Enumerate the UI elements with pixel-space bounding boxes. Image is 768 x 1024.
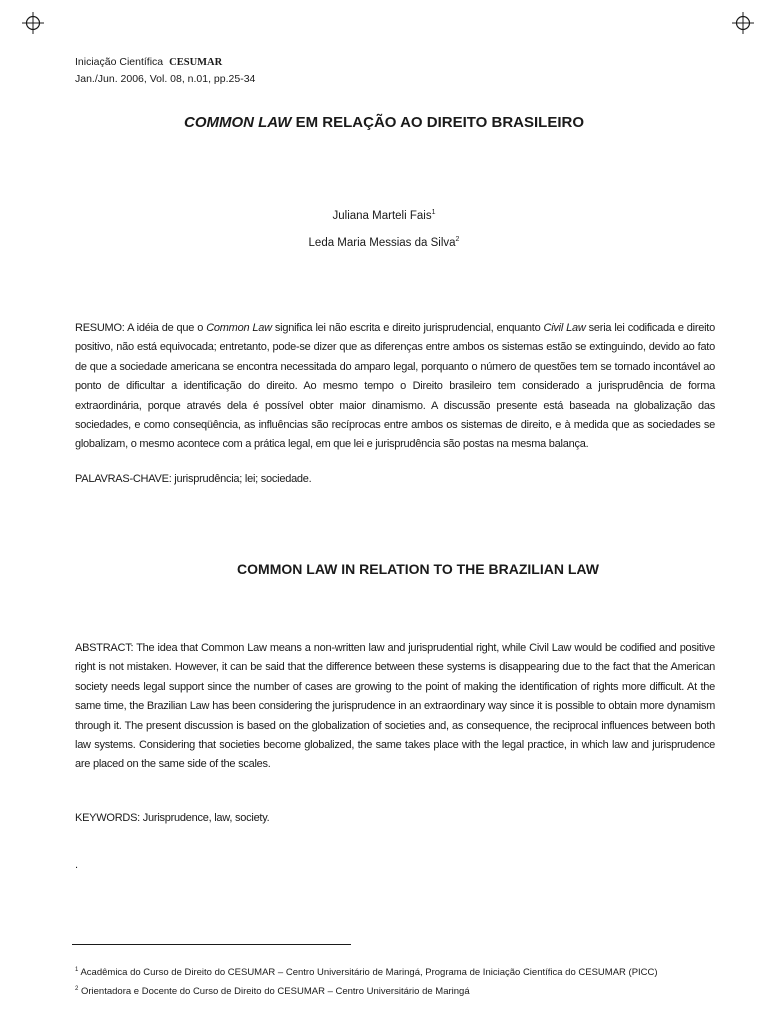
author-2-note: 2 (455, 235, 460, 243)
resumo-term-civil-law: Civil Law (543, 322, 586, 334)
registration-mark-left-icon (22, 12, 44, 34)
author-2 (0, 228, 768, 255)
journal-issue: Jan./Jun. 2006, Vol. 08, n.01, pp.25-34 (75, 73, 256, 85)
author-1 (0, 201, 768, 228)
author-1-name: Juliana Marteli Fais (332, 209, 432, 222)
resumo-paragraph (75, 319, 715, 455)
resumo-text-1: RESUMO: A idéia de que o (75, 322, 207, 334)
footnotes (75, 962, 658, 1000)
author-2-name: Leda Maria Messias da Silva (308, 236, 456, 249)
journal-header (75, 54, 255, 88)
keywords: KEYWORDS: Jurisprudence, law, society. (75, 812, 270, 824)
abstract-paragraph: ABSTRACT: The idea that Common Law means a non-written law and jurisprudential right, while Civil Law would be codified and positive right is not mistaken. However, it can be said that the difference between these systems is disappearing due to the fact that the American society needs legal support since the number of cases are growing to the point of making the identification of rights more difficult. At the same time, the Brazilian Law has been considering the jurisprudence in an extraordinary way since it is possible to obtain more dynamism through it. The present discussion is based on the globalization of societies and, as consequence, the reciprocal influences between both law systems. Considering that societies become globalized, the same takes place with the legal practice, in which law and jurisprudence are placed on the same side of the scales. (75, 642, 715, 771)
english-title: COMMON LAW IN RELATION TO THE BRAZILIAN LAW (237, 561, 599, 577)
journal-line (75, 54, 255, 71)
resumo-text-3: seria lei codificada e direito positivo, não está equivocada; entretanto, pode-se dizer que as diferenças entre ambos os sistemas estão se extinguindo, devido ao fato de que a sociedade americana se encontra necessitada do amparo legal, porquanto o número de questões tem se tornado incontável ao ponto de dificultar a identificação do direito. Ao mesmo tempo o Direito brasileiro tem considerado a jurisprudência de forma extraordinária, porque através dela é possível obter maior dinamismo. A discussão presente está baseada na globalização das sociedades, e como conseqüência, as influências são recíprocas entre ambos os sistemas de direito, e à medida que as sociedades se globalizam, o mesmo acontece com a prática legal, em que lei e jurisprudência são postas na mesma balança. (75, 322, 715, 451)
registration-mark-right-icon (732, 12, 754, 34)
footnote-1-text: Acadêmica do Curso de Direito do CESUMAR – Centro Universitário de Maringá, Programa de Iniciação Científica do CESUMAR (PICC) (80, 967, 658, 979)
author-list (0, 201, 768, 255)
stray-mark: . (75, 859, 79, 871)
journal-name: Iniciação Científica (75, 56, 164, 68)
palavras-chave: PALAVRAS-CHAVE: jurisprudência; lei; sociedade. (75, 473, 312, 485)
footnote-2-mark: 2 (75, 986, 79, 993)
footnote-2-text: Orientadora e Docente do Curso de Direito do CESUMAR – Centro Universitário de Maringá (80, 986, 470, 998)
resumo-term-common-law: Common Law (206, 322, 272, 334)
footnote-2 (75, 981, 658, 1000)
footnote-divider (72, 944, 351, 945)
resumo-text-2: significa lei não escrita e direito jurisprudencial, enquanto (271, 322, 544, 334)
title-rest: EM RELAÇÃO AO DIREITO BRASILEIRO (295, 114, 584, 131)
article-title (0, 114, 768, 131)
footnote-1-mark: 1 (75, 967, 79, 973)
journal-brand: CESUMAR (169, 57, 223, 68)
author-1-note: 1 (431, 209, 436, 216)
footnote-1 (75, 962, 658, 981)
title-italic-term: COMMON LAW (183, 114, 292, 131)
